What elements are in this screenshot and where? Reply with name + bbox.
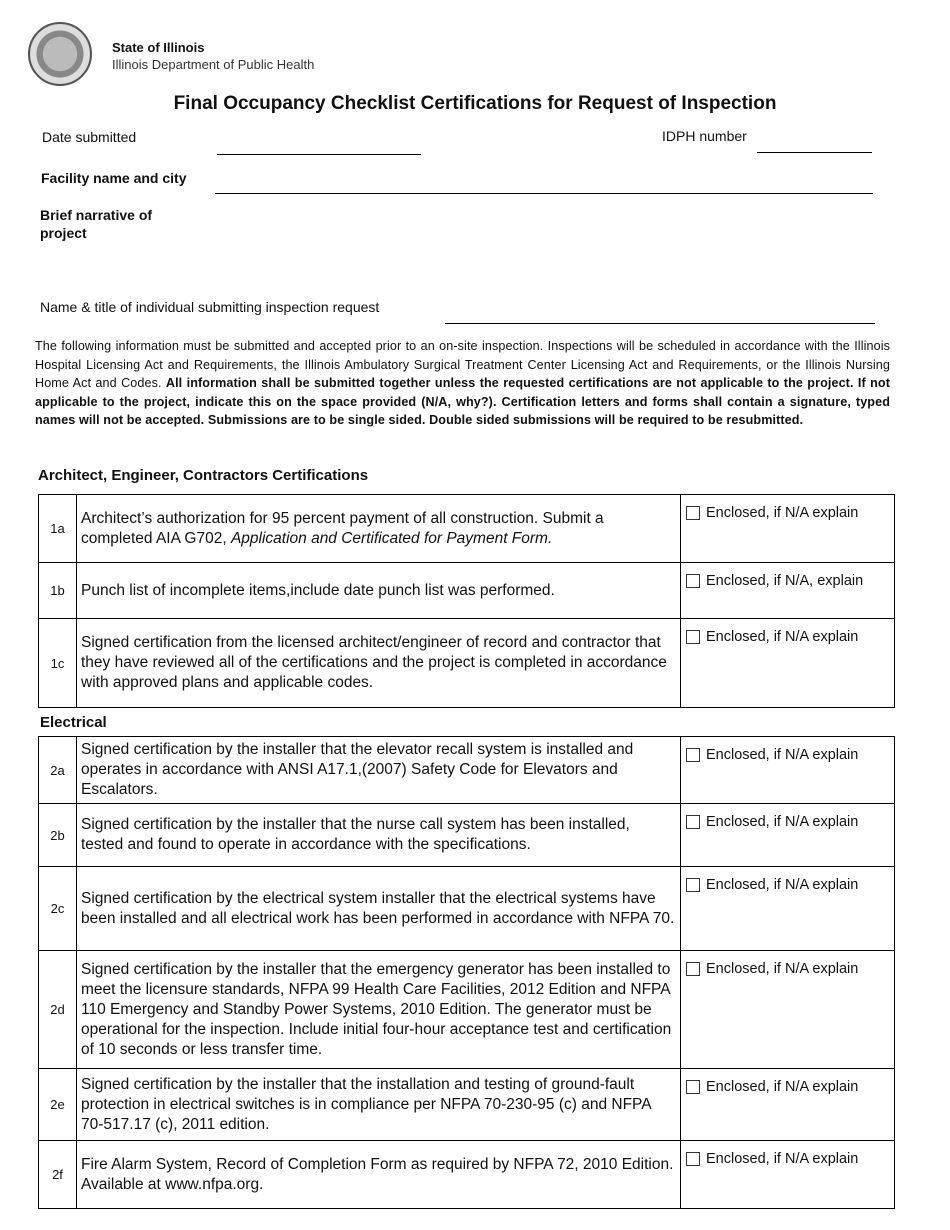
section-title: Architect, Engineer, Contractors Certifications [38,467,369,484]
item-description [77,563,559,618]
enclosed-checkbox-label[interactable] [686,877,858,893]
item-text: Signed certification by the installer that the nurse call system has been installed, tested and found to operate in accordance with the specifications. [81,816,630,853]
enclosed-cell [680,562,895,619]
enclosed-checkbox-label[interactable] [686,961,858,977]
name-title-input[interactable] [445,323,875,324]
item-description [77,495,680,562]
enclosed-cell [680,494,895,563]
instructions [35,337,890,430]
checklist-row [38,1068,681,1141]
checklist-row [38,736,681,804]
item-text: Signed certification by the electrical system installer that the electrical systems have been installed and all electrical work has been performed in accordance with NFPA 70. [81,889,675,927]
item-text-italic: Application and Certificated for Payment Form. [230,529,553,547]
checklist-row [38,1140,681,1209]
instructions-bold: All information shall be submitted together unless the requested certifications are not applicable to the project. If not applicable to the project, indicate this on the space provided (N/A, why?). Certification letters and forms shall contain a signature, typed names will not be accepted. Submissions are to be single sided. Double sided submissions will be required to be resubmitted. [35,376,890,428]
checklist-row [38,950,681,1069]
enclosed-checkbox[interactable] [686,630,700,644]
enclosed-checkbox[interactable] [686,878,700,892]
enclosed-checkbox-label[interactable] [686,505,858,521]
item-number: 2d [39,951,77,1068]
org-name: State of Illinois [112,40,205,55]
enclosed-checkbox-label[interactable] [686,814,858,830]
item-description [77,1069,680,1140]
enclosed-cell [680,736,895,804]
item-description [77,867,680,950]
enclosed-text: Enclosed, if N/A, explain [706,573,864,589]
enclosed-cell [680,803,895,867]
enclosed-cell [680,1140,895,1209]
page-title: Final Occupancy Checklist Certifications for Request of Inspection [173,93,777,114]
item-text: Signed certification by the installer that the emergency generator has been installed to meet the licensure standards, NFPA 99 Health Care Facilities, 2012 Edition and NFPA 110 Emergency and Standby Power Systems, 2010 Edition. The generator must be operational for the inspection. Include initial four-hour acceptance test and certification of 10 seconds or less transfer time. [81,960,672,1058]
enclosed-checkbox-label[interactable] [686,573,863,589]
item-text: Punch list of incomplete items,include date punch list was performed. [81,581,555,599]
enclosed-cell [680,1068,895,1141]
item-text: Fire Alarm System, Record of Completion Form as required by NFPA 72, 2010 Edition. Available at www.nfpa.org. [81,1155,674,1193]
enclosed-text: Enclosed, if N/A explain [706,629,859,645]
item-text: Architect’s authorization for 95 percent payment of all construction. Submit a completed AIA G702, [81,509,604,547]
enclosed-text: Enclosed, if N/A explain [706,814,859,830]
checklist-row [38,866,681,951]
checklist-row [38,618,681,708]
narrative-input[interactable] [215,205,873,285]
enclosed-text: Enclosed, if N/A explain [706,877,859,893]
item-description [77,951,680,1068]
item-description [77,619,680,707]
item-number: 2e [39,1069,77,1140]
item-description [77,737,680,803]
item-text: Signed certification from the licensed architect/engineer of record and contractor that they have reviewed all of the certifications and the project is completed in accordance with approved plans and applicable codes. [81,634,667,691]
date-submitted-input[interactable] [217,154,421,155]
enclosed-cell [680,866,895,951]
enclosed-checkbox[interactable] [686,748,700,762]
narrative-label: Brief narrative of project [40,207,153,241]
item-number: 2f [39,1141,77,1208]
facility-label: Facility name and city [41,170,187,186]
dept-name: Illinois Department of Public Health [112,57,315,72]
item-text: Signed certification by the installer that the elevator recall system is installed and operates in accordance with ANSI A17.1,(2007) Safety Code for Elevators and Escalators. [81,741,634,798]
date-submitted-label: Date submitted [42,129,137,145]
enclosed-text: Enclosed, if N/A explain [706,1079,859,1095]
enclosed-checkbox-label[interactable] [686,1079,858,1095]
idph-number-label: IDPH number [662,128,747,144]
enclosed-text: Enclosed, if N/A explain [706,961,859,977]
enclosed-checkbox[interactable] [686,1080,700,1094]
enclosed-checkbox[interactable] [686,574,700,588]
enclosed-text: Enclosed, if N/A explain [706,747,859,763]
item-number: 1a [39,495,77,562]
instructions-text: The following information must be submitted and accepted prior to an on-site inspection. Inspections will be scheduled in accordance with the Illinois Hospital Licensing Act and Requirements, the Illinois Ambulatory Surgical Treatment Center Licensing Act and Requirements, or the Illinois Nursing Home Act and Codes. [35,339,890,391]
enclosed-checkbox-label[interactable] [686,629,858,645]
item-description [77,1141,680,1208]
item-number: 2b [39,804,77,866]
checklist-row [38,494,681,563]
item-number: 1b [39,563,77,618]
item-description [77,804,680,866]
illinois-seal-logo [28,22,92,86]
enclosed-text: Enclosed, if N/A explain [706,1151,859,1167]
item-number: 1c [39,619,77,707]
enclosed-cell [680,618,895,708]
item-number: 2c [39,867,77,950]
enclosed-checkbox[interactable] [686,506,700,520]
enclosed-checkbox[interactable] [686,962,700,976]
idph-number-input[interactable] [757,152,872,153]
item-text: Signed certification by the installer that the installation and testing of ground-fault protection in electrical switches is in compliance per NFPA 70-230-95 (c) and NFPA 70-517.17 (c), 2011 edition. [81,1075,651,1133]
enclosed-checkbox[interactable] [686,815,700,829]
enclosed-text: Enclosed, if N/A explain [706,505,859,521]
enclosed-cell [680,950,895,1069]
facility-input[interactable] [215,193,873,194]
name-title-label: Name & title of individual submitting inspection request [40,299,380,315]
enclosed-checkbox-label[interactable] [686,747,858,763]
checklist-row [38,803,681,867]
item-number: 2a [39,737,77,803]
enclosed-checkbox-label[interactable] [686,1151,858,1167]
checklist-row [38,562,681,619]
enclosed-checkbox[interactable] [686,1152,700,1166]
section-title: Electrical [40,714,107,731]
